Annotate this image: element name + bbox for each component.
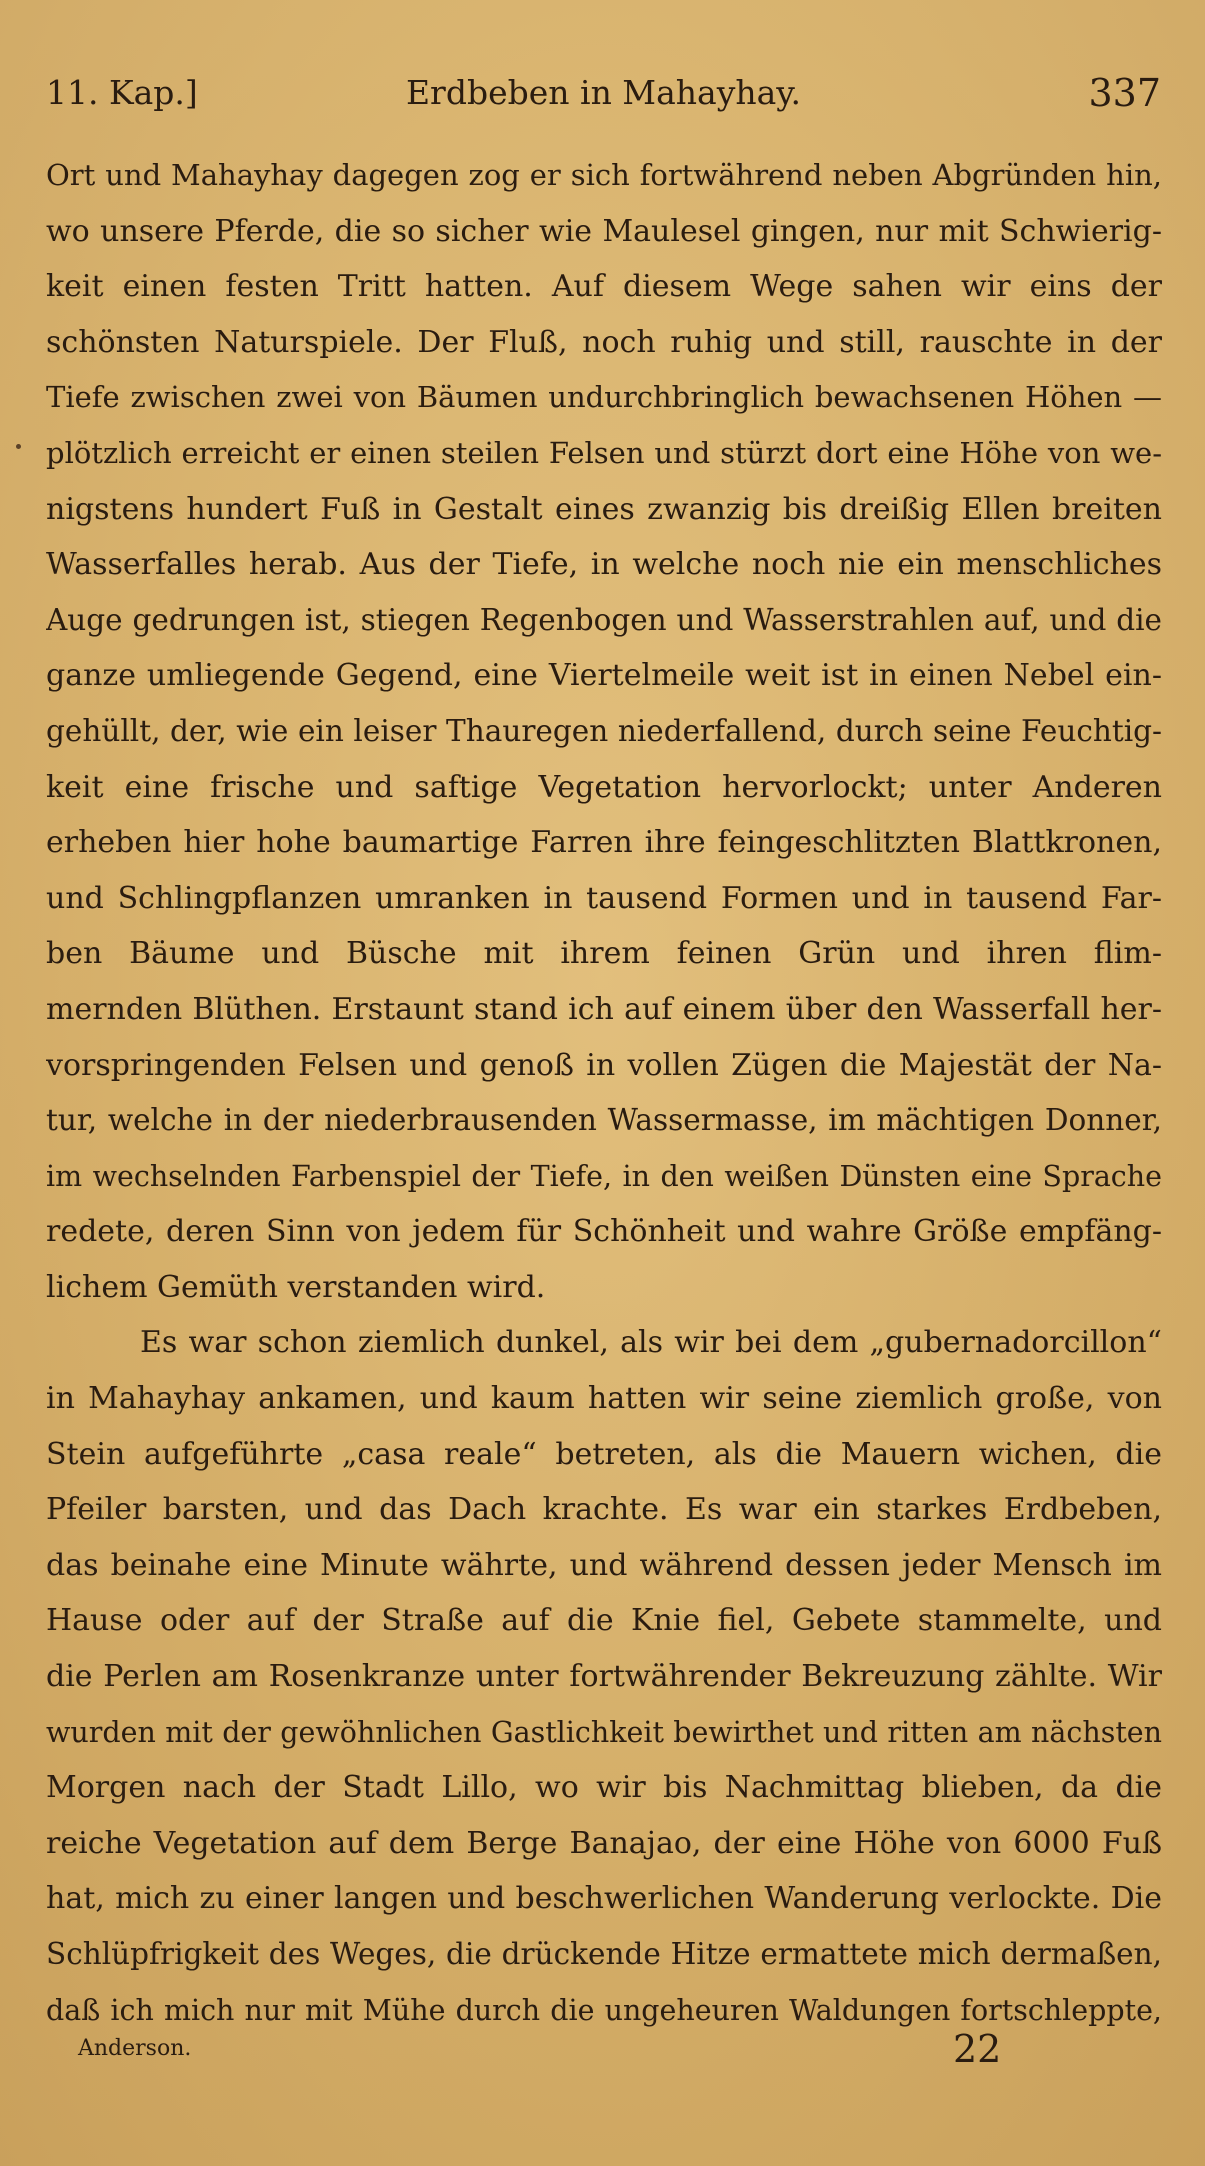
text-line: Morgen nach der Stadt Lillo, wo wir bis Nachmittag blieben, da die [46, 1770, 1162, 1806]
page-number: 337 [1088, 71, 1161, 115]
text-line: daß ich mich nur mit Mühe durch die ungeheuren Waldungen fortschleppte, [46, 1993, 1162, 2027]
text-line: die Perlen am Rosenkranze unter fortwährender Bekreuzung zählte. Wir [46, 1659, 1162, 1695]
text-line: keit einen festen Tritt hatten. Auf diesem Wege sahen wir eins der [46, 269, 1162, 305]
text-line: redete, deren Sinn von jedem für Schönheit und wahre Größe empfäng- [46, 1214, 1162, 1250]
text-line: ganze umliegende Gegend, eine Viertelmeile weit ist in einen Nebel ein- [46, 658, 1162, 694]
margin-dot [16, 444, 21, 449]
page-footer [78, 2024, 1002, 2074]
text-line: ben Bäume und Büsche mit ihrem feinen Grün und ihren flim- [46, 936, 1162, 972]
text-line: vorspringenden Felsen und genoß in vollen Zügen die Majestät der Na- [46, 1047, 1162, 1083]
text-line: Ort und Mahayhay dagegen zog er sich fortwährend neben Abgründen hin, [46, 158, 1162, 192]
text-line: plötzlich erreicht er einen steilen Felsen und stürzt dort eine Höhe von we- [46, 435, 1162, 470]
text-line: und Schlingpflanzen umranken in tausend Formen und in tausend Far- [46, 880, 1162, 916]
text-line: reiche Vegetation auf dem Berge Banajao, der eine Höhe von 6000 Fuß [46, 1825, 1162, 1861]
chapter-label: 11. Kap.] [46, 73, 198, 112]
printer-signature: Anderson. [78, 2036, 192, 2061]
text-line: wurden mit der gewöhnlichen Gastlichkeit bewirthet und ritten am nächsten [46, 1715, 1162, 1749]
text-line: wo unsere Pferde, die so sicher wie Maulesel gingen, nur mit Schwierig- [46, 213, 1162, 249]
body-text [46, 148, 1162, 2038]
text-line: Wasserfalles herab. Aus der Tiefe, in welche noch nie ein menschliches [46, 547, 1162, 583]
text-line: Stein aufgeführte „casa reale“ betreten, als die Mauern wichen, die [46, 1436, 1162, 1472]
text-line: mernden Blüthen. Erstaunt stand ich auf einem über den Wasserfall her- [46, 991, 1162, 1027]
text-line: Hause oder auf der Straße auf die Knie fiel, Gebete stammelte, und [46, 1603, 1162, 1639]
running-head [46, 68, 1161, 118]
text-line: Tiefe zwischen zwei von Bäumen undurchbringlich bewachsenen Höhen — [46, 380, 1162, 415]
text-line: tur, welche in der niederbrausenden Wassermasse, im mächtigen Donner, [46, 1103, 1162, 1138]
text-line: erheben hier hohe baumartige Farren ihre feingeschlitzten Blattkronen, [46, 825, 1162, 861]
text-line: gehüllt, der, wie ein leiser Thauregen niederfallend, durch seine Feuchtig- [46, 713, 1162, 748]
text-line: hat, mich zu einer langen und beschwerlichen Wanderung verlockte. Die [46, 1881, 1162, 1917]
paragraph-start-line: Es war schon ziemlich dunkel, als wir bei dem „gubernadorcillon“ [140, 1325, 1162, 1361]
text-line: Schlüpfrigkeit des Weges, die drückende Hitze ermattete mich dermaßen, [46, 1937, 1162, 1971]
text-line: nigstens hundert Fuß in Gestalt eines zwanzig bis dreißig Ellen breiten [46, 491, 1162, 527]
text-line: Auge gedrungen ist, stiegen Regenbogen und Wasserstrahlen auf, und die [46, 602, 1162, 637]
sheet-number: 22 [953, 2027, 1002, 2071]
paragraph-end-line: lichem Gemüth verstanden wird. [46, 1269, 546, 1305]
text-line: schönsten Naturspiele. Der Fluß, noch ruhig und still, rauschte in der [46, 324, 1162, 360]
text-line: Pfeiler barsten, und das Dach krachte. Es war ein starkes Erdbeben, [46, 1492, 1162, 1528]
text-line: im wechselnden Farbenspiel der Tiefe, in den weißen Dünsten eine Sprache [46, 1159, 1162, 1193]
text-line: das beinahe eine Minute währte, und während dessen jeder Mensch im [46, 1547, 1162, 1583]
text-line: in Mahayhay ankamen, und kaum hatten wir seine ziemlich große, von [46, 1381, 1162, 1417]
page-title: Erdbeben in Mahayhay. [405, 73, 802, 112]
text-line: keit eine frische und saftige Vegetation hervorlockt; unter Anderen [46, 769, 1162, 805]
